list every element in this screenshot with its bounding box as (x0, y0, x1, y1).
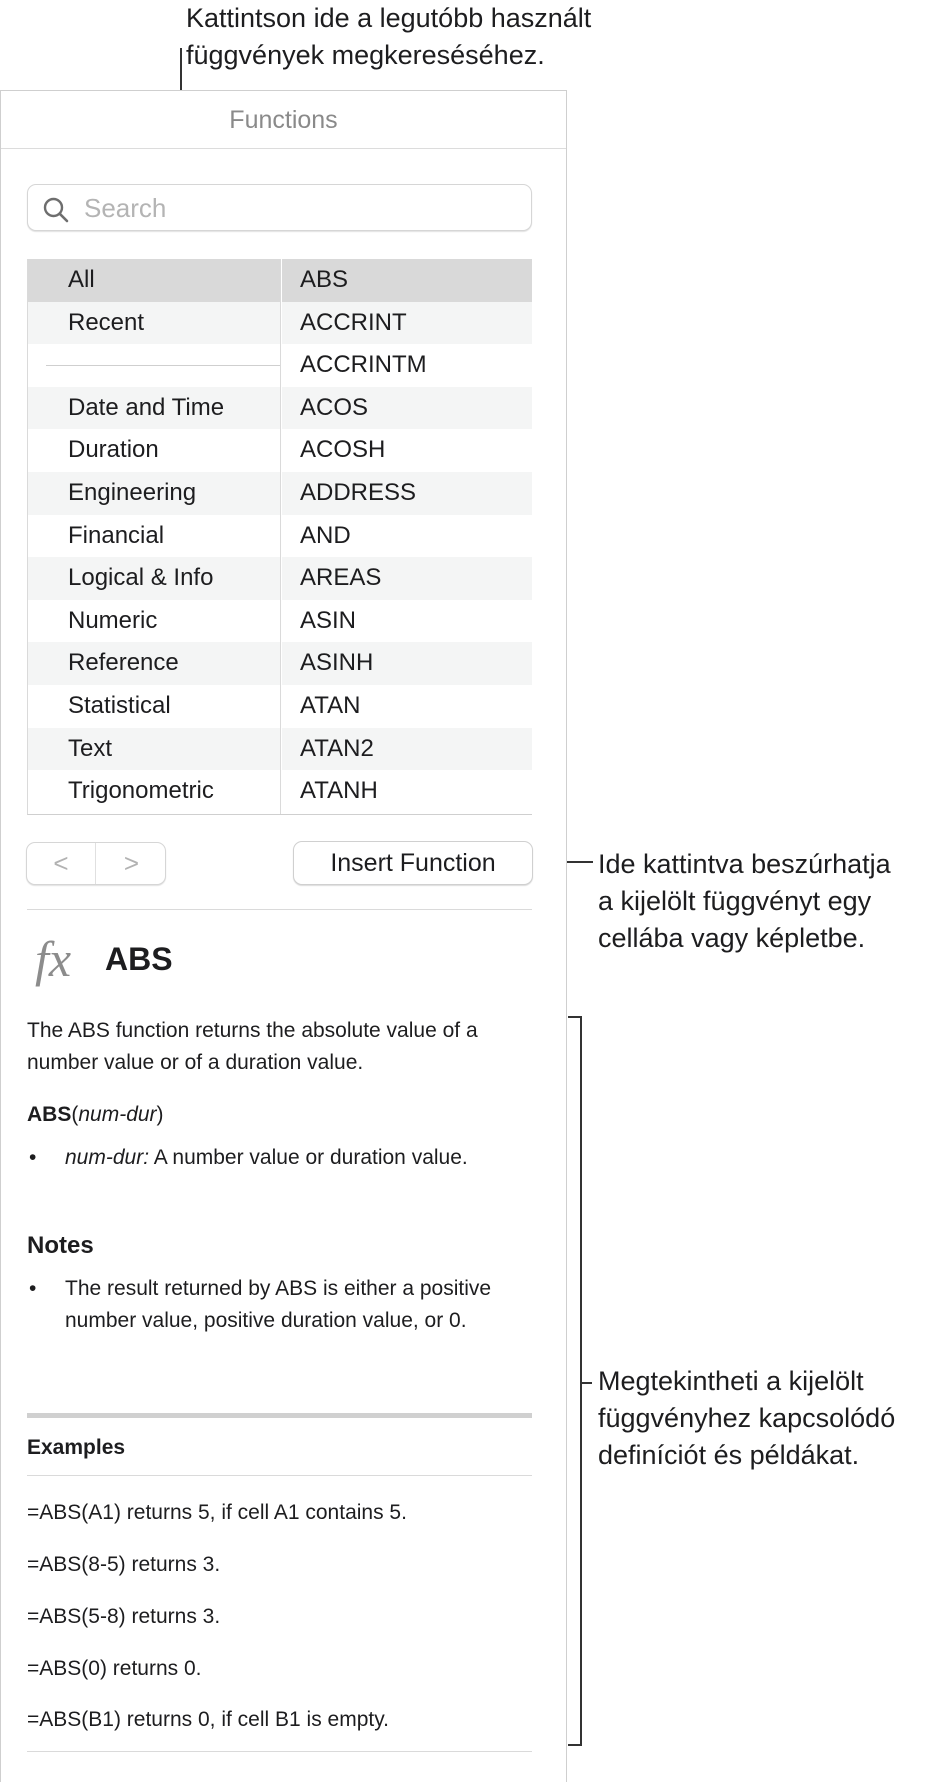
bullet-dot: • (29, 1146, 37, 1169)
example-item: =ABS(5-8) returns 3. (27, 1605, 221, 1628)
detail-divider (27, 909, 532, 910)
functions-panel (0, 90, 567, 1782)
examples-rule (27, 1413, 532, 1418)
bullet-dot: • (29, 1277, 37, 1300)
insert-function-button[interactable]: Insert Function (293, 841, 533, 885)
syntax-arg: num-dur (78, 1103, 157, 1126)
category-item-financial[interactable]: Financial (68, 521, 165, 549)
search-icon (42, 196, 70, 224)
callout-recent-line-1: Kattintson ide a legutóbb használt (186, 3, 592, 33)
examples-divider (27, 1475, 532, 1476)
forward-button[interactable]: > (123, 848, 140, 878)
category-separator (28, 344, 280, 387)
category-item-text[interactable]: Text (28, 728, 280, 771)
syntax-name: ABS (27, 1103, 72, 1126)
bottom-divider (27, 1751, 532, 1752)
function-item-atan2[interactable]: ATAN2 (282, 728, 532, 771)
category-item-reference[interactable]: Reference (28, 642, 280, 685)
category-item-statistical[interactable]: Statistical (68, 691, 171, 719)
category-item-numeric[interactable]: Numeric (68, 606, 158, 634)
function-item-atanh[interactable]: ATANH (300, 777, 378, 805)
example-item: =ABS(A1) returns 5, if cell A1 contains 5. (27, 1501, 407, 1524)
example-item: =ABS(8-5) returns 3. (27, 1553, 221, 1576)
function-item-asinh[interactable]: ASINH (282, 642, 532, 685)
search-input[interactable] (84, 191, 514, 225)
function-description: The ABS function returns the absolute value of a number value or of a duration value. (27, 1019, 478, 1074)
callout-details-leader (580, 1382, 592, 1384)
callout-insert-line-2: a kijelölt függvényt egy (598, 886, 872, 916)
callout-details-line-1: Megtekintheti a kijelölt (598, 1366, 864, 1396)
syntax-open: ( (71, 1103, 79, 1126)
history-nav (26, 842, 166, 885)
function-item-areas[interactable]: AREAS (282, 557, 532, 600)
note-item (29, 1273, 532, 1337)
category-list (28, 259, 281, 814)
panel-title: Functions (1, 91, 566, 149)
function-item-asin[interactable]: ASIN (300, 606, 357, 634)
callout-recent (186, 0, 786, 74)
syntax-close: ) (156, 1103, 164, 1126)
category-item-duration[interactable]: Duration (68, 436, 159, 464)
example-item: =ABS(B1) returns 0, if cell B1 is empty. (27, 1708, 389, 1731)
argument-description: A number value or duration value. (149, 1146, 468, 1169)
callout-details-bracket-bottom (568, 1744, 582, 1746)
callout-details (598, 1363, 936, 1474)
function-item-accrintm[interactable]: ACCRINTM (300, 351, 427, 379)
function-item-acosh[interactable]: ACOSH (300, 436, 386, 464)
examples-heading: Examples (27, 1436, 126, 1459)
callout-details-bracket-vertical (580, 1016, 582, 1746)
category-item-engineering[interactable]: Engineering (28, 472, 280, 515)
argument-item (29, 1142, 532, 1174)
function-item-and[interactable]: AND (300, 521, 351, 549)
example-item: =ABS(0) returns 0. (27, 1657, 202, 1680)
function-browser (27, 259, 532, 815)
fx-icon: fx (35, 931, 72, 987)
callout-recent-line-2: függvények megkereséséhez. (186, 40, 545, 70)
search-field[interactable] (27, 184, 532, 231)
function-item-acos[interactable]: ACOS (282, 387, 532, 430)
callout-insert-line-3: cellába vagy képletbe. (598, 923, 866, 953)
callout-details-line-3: definíciót és példákat. (598, 1440, 860, 1470)
function-syntax (27, 1100, 164, 1130)
function-list (282, 259, 532, 814)
function-item-address[interactable]: ADDRESS (282, 472, 532, 515)
category-item-logical-info[interactable]: Logical & Info (28, 557, 280, 600)
function-item-accrint[interactable]: ACCRINT (282, 302, 532, 345)
notes-heading: Notes (27, 1232, 94, 1259)
callout-insert-line-1: Ide kattintva beszúrhatja (598, 849, 891, 879)
back-button[interactable]: < (27, 843, 96, 884)
function-item-abs[interactable]: ABS (282, 259, 532, 302)
category-item-recent[interactable]: Recent (28, 302, 280, 345)
function-item-atan[interactable]: ATAN (300, 691, 361, 719)
callout-insert (598, 846, 936, 957)
callout-details-bracket-top (568, 1016, 582, 1018)
category-item-all[interactable]: All (28, 259, 280, 302)
function-name: ABS (105, 941, 173, 977)
category-item-date-and-time[interactable]: Date and Time (28, 387, 280, 430)
note-text: The result returned by ABS is either a positive number value, positive duration value, or 0. (65, 1277, 492, 1332)
category-item-trigonometric[interactable]: Trigonometric (68, 777, 214, 805)
argument-name: num-dur: (65, 1146, 150, 1169)
callout-details-line-2: függvényhez kapcsolódó (598, 1403, 896, 1433)
argument-text (65, 1142, 532, 1174)
